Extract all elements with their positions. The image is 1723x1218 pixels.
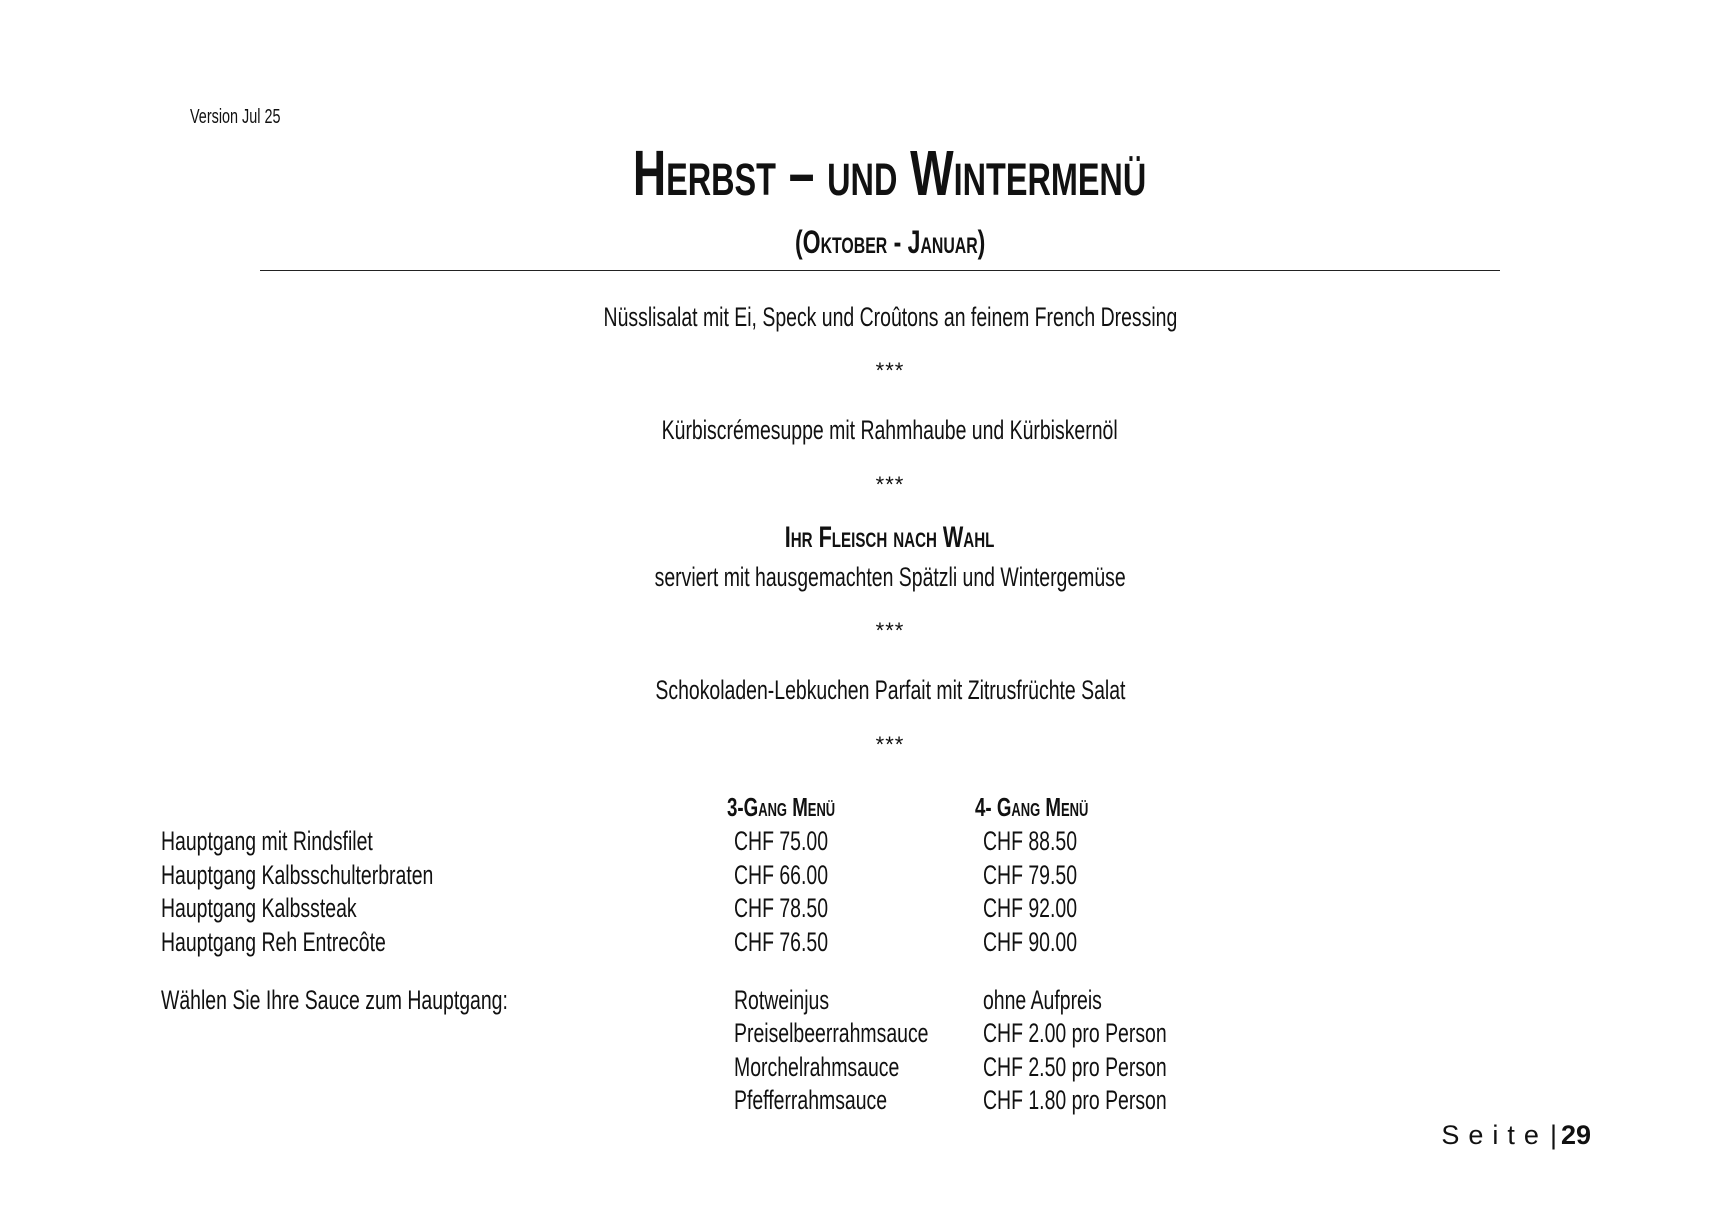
page-number: 29 [1560, 1120, 1591, 1150]
price-row-4-gang: CHF 90.00 [983, 927, 1078, 957]
sauce-price: ohne Aufpreis [983, 985, 1102, 1015]
price-row-label: Hauptgang mit Rindsfilet [161, 826, 373, 856]
sauce-price: CHF 1.80 pro Person [983, 1085, 1167, 1115]
price-row-3-gang: CHF 75.00 [734, 826, 829, 856]
page-subtitle: (Oktober - Januar) [794, 224, 986, 260]
price-row-4-gang: CHF 79.50 [983, 860, 1078, 890]
price-row-label: Hauptgang Kalbssteak [161, 893, 357, 923]
col-header-3-gang: 3-Gang Menü [727, 792, 836, 822]
sauce-name: Pfefferrahmsauce [734, 1085, 888, 1115]
course-separator: *** [875, 732, 905, 757]
course-soup: Kürbiscrémesuppe mit Rahmhaube und Kürbiskernöl [661, 415, 1118, 445]
main-course-description: serviert mit hausgemachten Spätzli und Wintergemüse [654, 562, 1126, 592]
course-starter: Nüsslisalat mit Ei, Speck und Croûtons an feinem French Dressing [603, 302, 1177, 332]
sauce-name: Rotweinjus [734, 985, 830, 1015]
page-number-footer [1441, 1120, 1591, 1151]
price-row-3-gang: CHF 76.50 [734, 927, 829, 957]
version-label: Version Jul 25 [190, 106, 281, 128]
course-separator: *** [875, 618, 905, 643]
sauce-name: Preiselbeerrahmsauce [734, 1018, 929, 1048]
course-dessert: Schokoladen-Lebkuchen Parfait mit Zitrusfrüchte Salat [654, 675, 1126, 705]
page-title: Herbst – und Wintermenü [633, 137, 1147, 209]
course-separator: *** [875, 358, 905, 383]
page-separator: | [1549, 1120, 1557, 1150]
price-row-label: Hauptgang Reh Entrecôte [161, 927, 386, 957]
sauce-price: CHF 2.50 pro Person [983, 1052, 1167, 1082]
price-row-4-gang: CHF 88.50 [983, 826, 1078, 856]
main-course-heading: Ihr Fleisch nach Wahl [785, 521, 995, 554]
price-row-4-gang: CHF 92.00 [983, 893, 1078, 923]
course-separator: *** [875, 472, 905, 497]
sauce-name: Morchelrahmsauce [734, 1052, 900, 1082]
price-row-label: Hauptgang Kalbsschulterbraten [161, 860, 434, 890]
price-row-3-gang: CHF 78.50 [734, 893, 829, 923]
title-divider [260, 270, 1500, 271]
sauce-price: CHF 2.00 pro Person [983, 1018, 1167, 1048]
page-label: Seite [1441, 1120, 1548, 1150]
price-row-3-gang: CHF 66.00 [734, 860, 829, 890]
sauce-prompt: Wählen Sie Ihre Sauce zum Hauptgang: [161, 985, 508, 1015]
col-header-4-gang: 4- Gang Menü [975, 792, 1089, 822]
